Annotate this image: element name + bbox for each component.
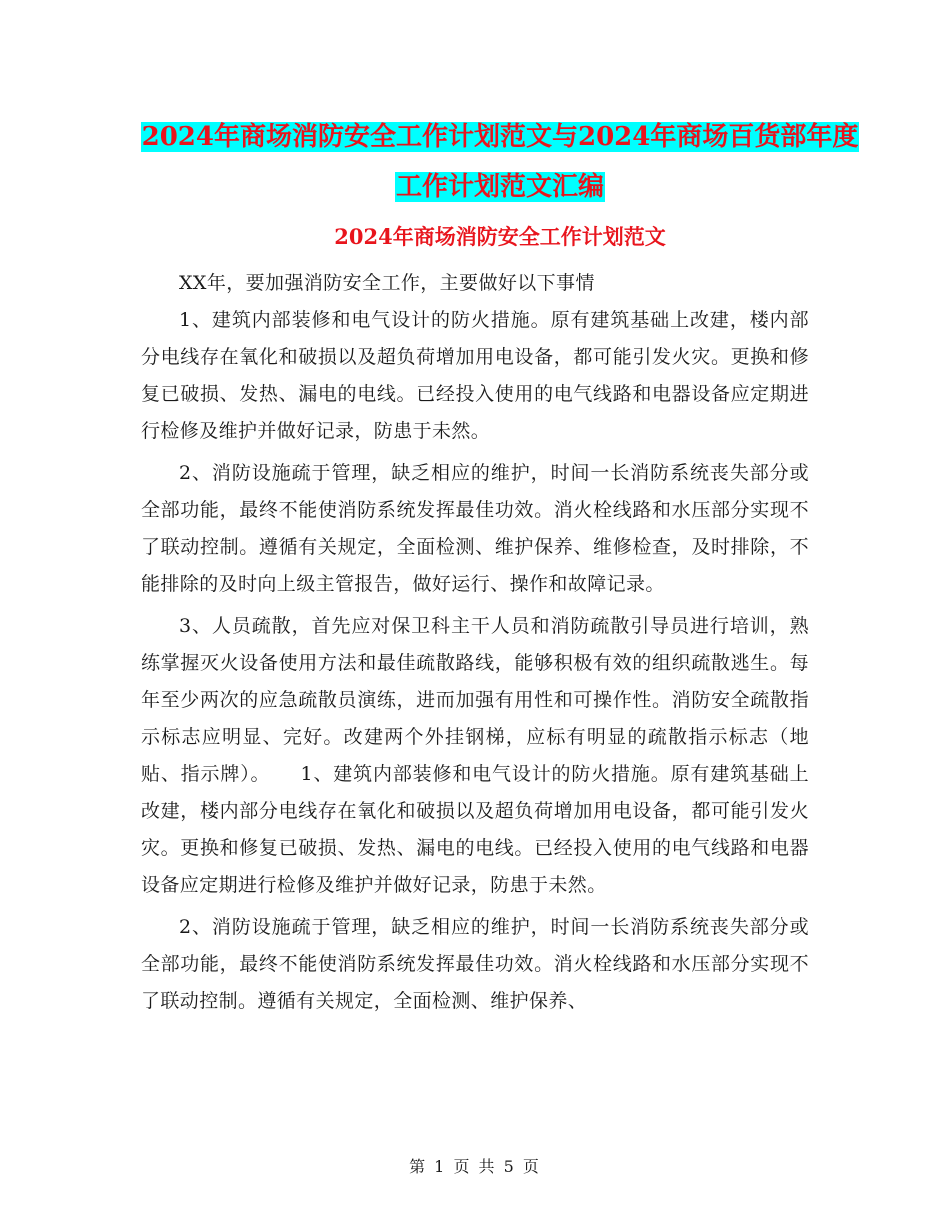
document-title: [140, 112, 860, 212]
section-heading: 2024年商场消防安全工作计划范文: [334, 224, 666, 249]
paragraph-item-2-repeat: 2、消防设施疏于管理，缺乏相应的维护，时间一长消防系统丧失部分或全部功能，最终不能使消防系统发挥最佳功效。消火栓线路和水压部分实现不了联动控制。遵循有关规定，全面检测、维护保养、: [141, 916, 809, 1012]
paragraph-item-2: 2、消防设施疏于管理，缺乏相应的维护，时间一长消防系统丧失部分或全部功能，最终不能使消防系统发挥最佳功效。消火栓线路和水压部分实现不了联动控制。遵循有关规定，全面检测、维护保养、维修检查，及时排除，不能排除的及时向上级主管报告，做好运行、操作和故障记录。: [141, 462, 809, 595]
paragraph-item-3: 3、人员疏散，首先应对保卫科主干人员和消防疏散引导员进行培训，熟练掌握灭火设备使用方法和最佳疏散路线，能够积极有效的组织疏散逃生。每年至少两次的应急疏散员演练，进而加强有用性和可操作性。消防安全疏散指示标志应明显、完好。改建两个外挂钢梯，应标有明显的疏散指示标志（地贴、指示牌）。 1、建筑内部装修和电气设计的防火措施。原有建筑基础上改建，楼内部分电线存在氧化和破损以及超负荷增加用电设备，都可能引发火灾。更换和修复已破损、发热、漏电的电线。已经投入使用的电气线路和电器设备应定期进行检修及维护并做好记录，防患于未然。: [141, 615, 809, 896]
paragraph-intro: XX年，要加强消防安全工作，主要做好以下事情: [179, 272, 595, 294]
paragraph-item-1: 1、建筑内部装修和电气设计的防火措施。原有建筑基础上改建，楼内部分电线存在氧化和破损以及超负荷增加用电设备，都可能引发火灾。更换和修复已破损、发热、漏电的电线。已经投入使用的电气线路和电器设备应定期进行检修及维护并做好记录，防患于未然。: [141, 309, 809, 442]
title-highlight: 2024年商场消防安全工作计划范文与2024年商场百货部年度工作计划范文汇编: [141, 122, 859, 202]
page-number-footer: 第 1 页 共 5 页: [409, 1157, 541, 1176]
document-body: [141, 265, 809, 1020]
